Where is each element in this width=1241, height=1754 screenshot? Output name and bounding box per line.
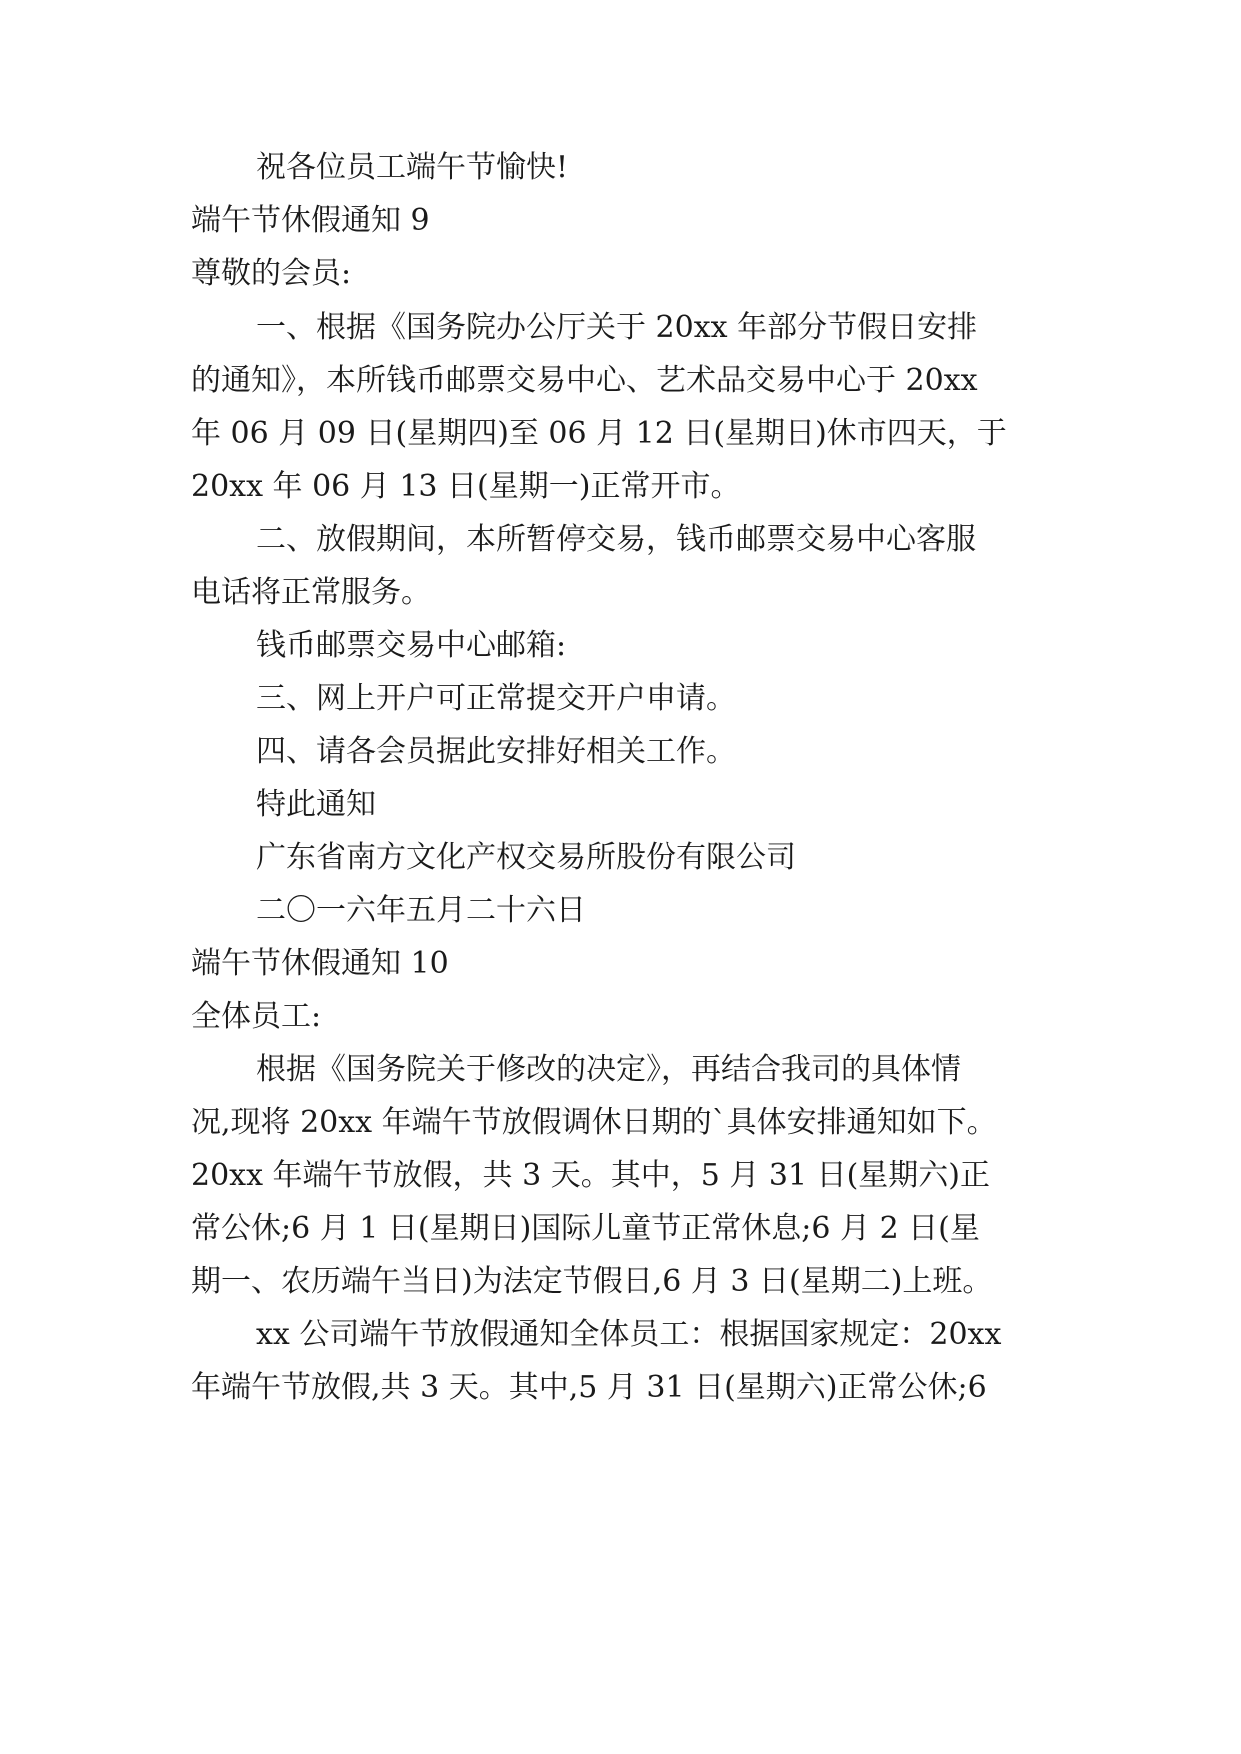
notice-9-closing: 特此通知: [256, 787, 376, 822]
notice-10-title: 端午节休假通知 10: [191, 946, 449, 981]
notice-9-email-line: 钱币邮票交易中心邮箱:: [256, 628, 567, 663]
notice-9-item-4: 四、请各会员据此安排好相关工作。: [256, 734, 736, 769]
notice-10-para1-line-4: 常公休;6 月 1 日(星期日)国际儿童节正常休息;6 月 2 日(星: [191, 1211, 980, 1246]
notice-10-para1-line-2: 况,现将 20xx 年端午节放假调休日期的`具体安排通知如下。: [191, 1105, 997, 1140]
notice-10-para2-line-2: 年端午节放假,共 3 天。其中,5 月 31 日(星期六)正常公休;6: [191, 1370, 987, 1405]
notice-9-title: 端午节休假通知 9: [191, 203, 430, 238]
notice-9-para1-line-1: 一、根据《国务院办公厅关于 20xx 年部分节假日安排: [256, 310, 978, 345]
notice-9-para1-line-2: 的通知》，本所钱币邮票交易中心、艺术品交易中心于 20xx: [191, 363, 978, 398]
notice-9-para2-line-1: 二、放假期间，本所暂停交易，钱币邮票交易中心客服: [256, 522, 976, 557]
notice-9-para1-line-3: 年 06 月 09 日(星期四)至 06 月 12 日(星期日)休市四天，于: [191, 416, 1007, 451]
notice-10-para1-line-3: 20xx 年端午节放假，共 3 天。其中，5 月 31 日(星期六)正: [191, 1158, 990, 1193]
notice-9-para1-line-4: 20xx 年 06 月 13 日(星期一)正常开市。: [191, 469, 741, 504]
notice-9-date: 二〇一六年五月二十六日: [256, 893, 586, 928]
notice-10-salutation: 全体员工:: [191, 999, 322, 1034]
notice-9-salutation: 尊敬的会员:: [191, 256, 352, 291]
notice-9-company: 广东省南方文化产权交易所股份有限公司: [256, 840, 796, 875]
notice-10-para2-line-1: xx 公司端午节放假通知全体员工：根据国家规定：20xx: [256, 1317, 1002, 1352]
greeting-line: 祝各位员工端午节愉快!: [256, 150, 569, 185]
notice-10-para1-line-1: 根据《国务院关于修改的决定》，再结合我司的具体情: [256, 1052, 961, 1087]
notice-10-para1-line-5: 期一、农历端午当日)为法定节假日,6 月 3 日(星期二)上班。: [191, 1264, 993, 1299]
notice-9-item-3: 三、网上开户可正常提交开户申请。: [256, 681, 736, 716]
notice-9-para2-line-2: 电话将正常服务。: [191, 575, 431, 610]
